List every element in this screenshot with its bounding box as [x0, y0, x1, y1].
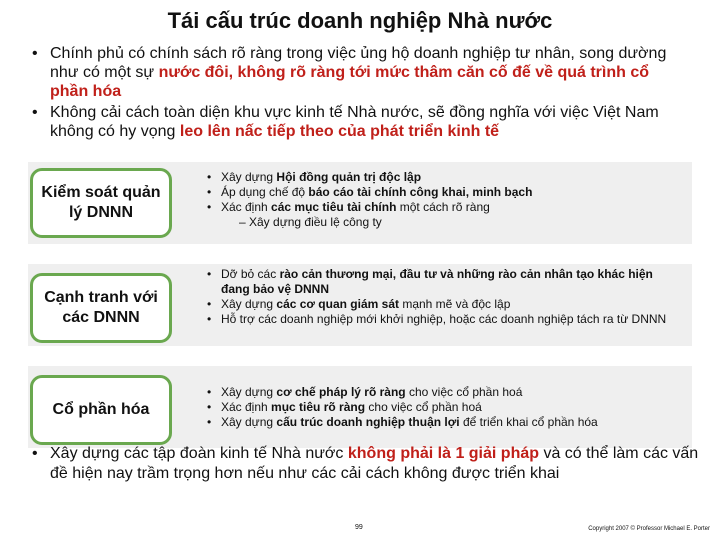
bottom-bullet-item [30, 444, 700, 484]
section-3-item-1 [205, 385, 675, 400]
item-bold: mục tiêu rõ ràng [271, 400, 366, 414]
copyright-notice: Copyright 2007 © Professor Michael E. Porter [588, 526, 710, 532]
top-bullet-2-highlight: leo lên nấc tiếp theo của phát triển kinh tế [179, 123, 500, 140]
section-2-items [205, 267, 675, 327]
top-bullet-2 [30, 103, 690, 141]
bullet-dot-icon: • [207, 400, 212, 414]
item-bold: cấu trúc doanh nghiệp thuận lợi [276, 415, 460, 429]
bottom-bullet-highlight: không phải là 1 giải pháp [347, 445, 540, 462]
item-bold: cơ chế pháp lý rõ ràng [276, 385, 406, 399]
bullet-dot-icon: • [207, 170, 212, 184]
bullet-dot-icon: • [207, 185, 212, 199]
bottom-bullet [30, 444, 700, 486]
top-bullet-1 [30, 44, 690, 101]
item-text: Áp dụng chế độ [221, 185, 309, 199]
top-bullet-1-highlight: nước đôi, không rõ ràng tới mức thâm căn cố đế về quá trình cổ phần hóa [50, 64, 650, 100]
top-bullet-list [30, 44, 690, 143]
item-text: để triển khai cổ phần hóa [459, 415, 598, 429]
item-text: cho việc cổ phần hoá [365, 400, 482, 414]
bullet-dot-icon: • [207, 312, 212, 326]
section-3-items [205, 385, 675, 430]
item-bold: các mục tiêu tài chính [271, 200, 397, 214]
item-text: Xây dựng [221, 297, 277, 311]
top-bullet-1-text: Chính phủ có chính sách rõ ràng trong việc ủng hộ doanh nghiệp tư nhân, song dường như có một sự [50, 45, 667, 81]
bullet-dot-icon: • [207, 297, 212, 311]
item-text: Xây dựng [221, 415, 277, 429]
bullet-dot-icon: • [207, 200, 212, 214]
bullet-dot-icon: • [32, 104, 38, 121]
section-3-item-2 [205, 400, 675, 415]
item-bold: Hội đồng quản trị độc lập [276, 170, 422, 184]
bullet-dot-icon: • [207, 267, 212, 281]
item-text: Xây dựng [221, 385, 277, 399]
top-bullet-2-text: Không cải cách toàn diện khu vực kinh tế Nhà nước, sẽ đồng nghĩa với việc Việt Nam không có hy vọng [50, 104, 659, 140]
bottom-bullet-text: Xây dựng các tập đoàn kinh tế Nhà nước [50, 445, 348, 462]
section-2-item-1 [205, 267, 675, 297]
section-2-item-2 [205, 297, 675, 312]
bullet-dot-icon: • [32, 45, 38, 62]
bullet-dot-icon: • [207, 415, 212, 429]
item-text: một cách rõ ràng [396, 200, 490, 214]
item-text: mạnh mẽ và độc lập [398, 297, 511, 311]
item-text: Hỗ trợ các doanh nghiệp mới khởi nghiệp, hoặc các doanh nghiệp tách ra từ DNNN [221, 312, 667, 326]
item-text: Xác định [221, 200, 272, 214]
item-text: Dỡ bỏ các [221, 267, 280, 281]
bullet-dot-icon: • [32, 445, 38, 462]
item-text: cho việc cổ phần hoá [405, 385, 523, 399]
page-number: 99 [355, 524, 363, 531]
section-label-competition: Cạnh tranh với các DNNN [30, 273, 172, 343]
slide-title: Tái cấu trúc doanh nghiệp Nhà nước [167, 8, 553, 33]
section-1-items [205, 170, 675, 230]
section-1-subitem: – Xây dựng điều lệ công ty [239, 215, 382, 229]
item-bold: rào cản thương mại, đầu tư và những rào cản nhân tạo khác hiện đang bảo vệ DNNN [221, 267, 653, 296]
bullet-dot-icon: • [207, 385, 212, 399]
section-3-item-3 [205, 415, 675, 430]
item-text: Xây dựng [221, 170, 277, 184]
section-label-equitization: Cổ phần hóa [30, 375, 172, 445]
section-1-item-1 [205, 170, 675, 185]
item-bold: các cơ quan giám sát [276, 297, 399, 311]
item-text: Xác định [221, 400, 272, 414]
section-2-item-3 [205, 312, 675, 327]
bottom-bullet-text: và có thể làm các vấn đề hiện nay trầm trọng hơn nếu như các cải cách không được triển khai [50, 445, 699, 482]
section-1-item-3 [205, 200, 675, 215]
section-1-item-2 [205, 185, 675, 200]
item-bold: báo cáo tài chính công khai, minh bạch [308, 185, 533, 199]
section-label-control: Kiểm soát quản lý DNNN [30, 168, 172, 238]
